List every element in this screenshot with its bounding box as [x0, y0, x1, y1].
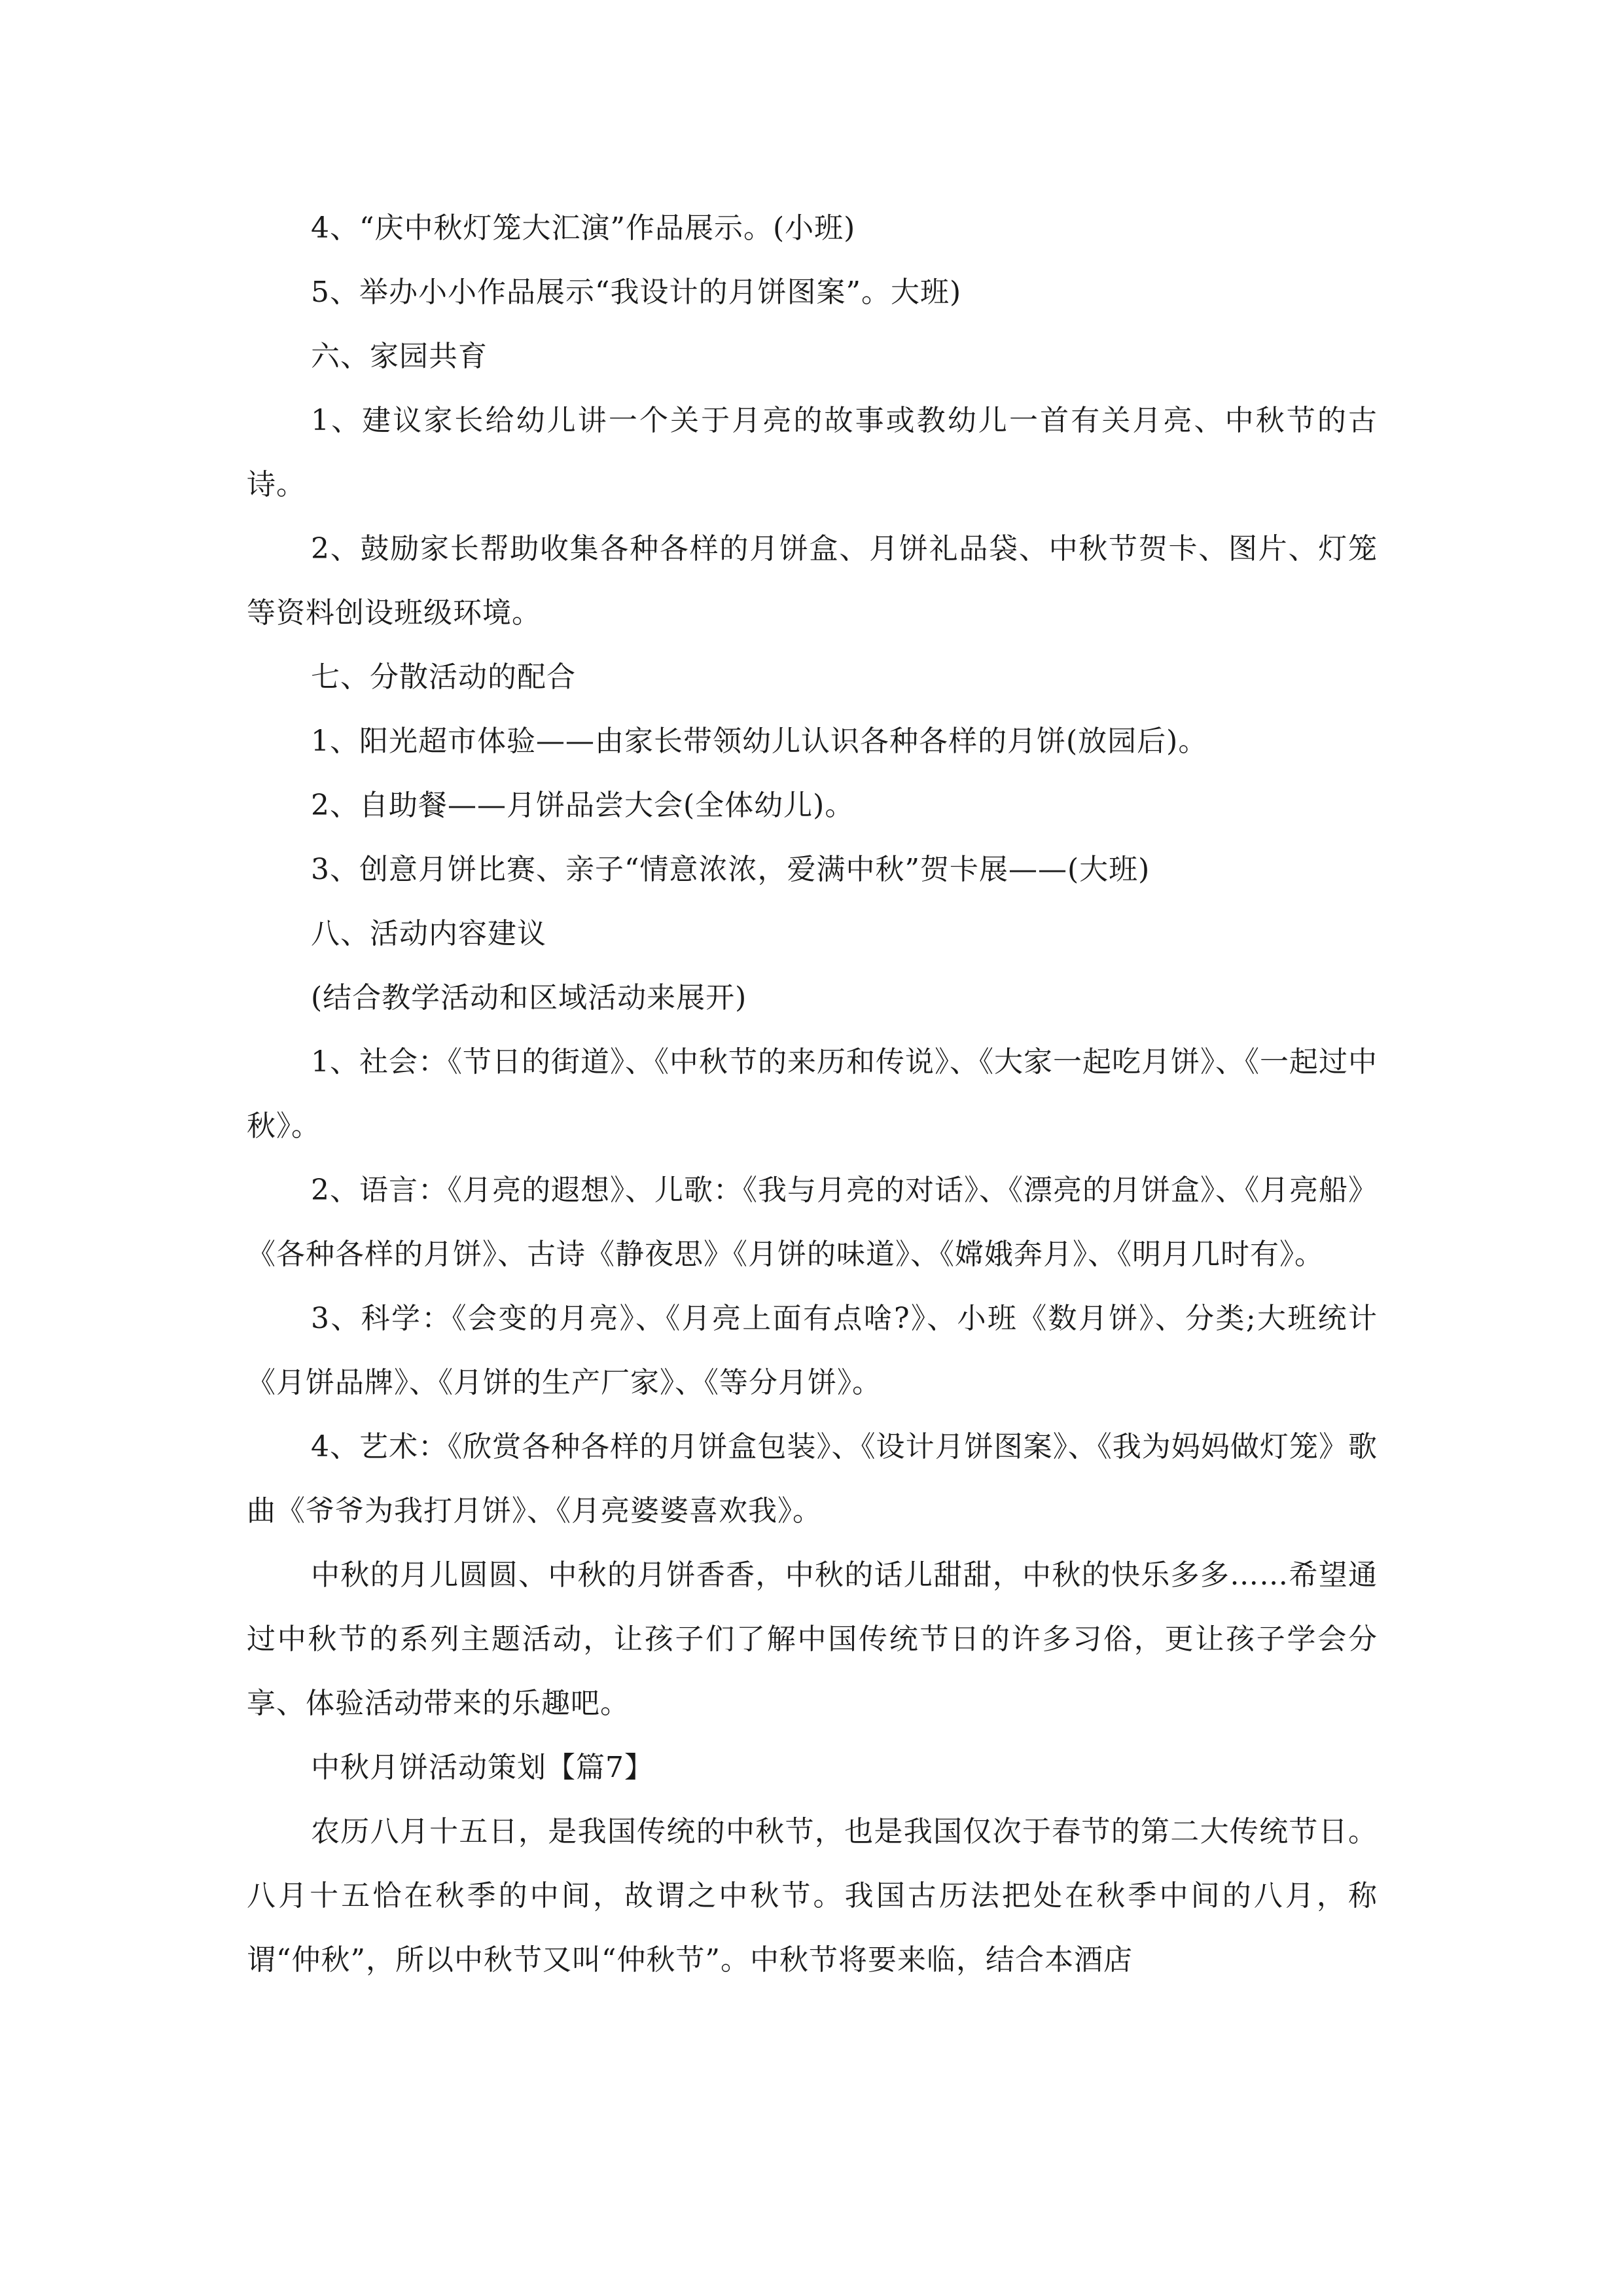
paragraph: 中秋的月儿圆圆、中秋的月饼香香，中秋的话儿甜甜，中秋的快乐多多……希望通过中秋节的系列主题活动，让孩子们了解中国传统节日的许多习俗，更让孩子学会分享、体验活动带来的乐趣吧。 [247, 1558, 1378, 1720]
section-heading: 六、家园共育 [311, 340, 488, 373]
paragraph: 1、建议家长给幼儿讲一个关于月亮的故事或教幼儿一首有关月亮、中秋节的古诗。 [247, 404, 1378, 501]
document-body [247, 196, 1378, 1992]
paragraph: 2、鼓励家长帮助收集各种各样的月饼盒、月饼礼品袋、中秋节贺卡、图片、灯笼等资料创设班级环境。 [247, 532, 1378, 630]
article-title: 中秋月饼活动策划【篇7】 [311, 1751, 654, 1784]
paragraph: 4、“庆中秋灯笼大汇演”作品展示。(小班) [311, 211, 856, 245]
paragraph: 1、社会：《节日的街道》、《中秋节的来历和传说》、《大家一起吃月饼》、《一起过中秋》。 [247, 1045, 1378, 1143]
paragraph: 2、自助餐——月饼品尝大会(全体幼儿)。 [311, 789, 855, 822]
section-heading: 七、分散活动的配合 [311, 660, 576, 694]
paragraph: 2、语言：《月亮的遐想》、儿歌：《我与月亮的对话》、《漂亮的月饼盒》、《月亮船》《各种各样的月饼》、古诗《静夜思》《月饼的味道》、《嫦娥奔月》、《明月几时有》。 [247, 1174, 1378, 1271]
section-heading: 八、活动内容建议 [311, 917, 546, 950]
paragraph: 3、科学：《会变的月亮》、《月亮上面有点啥?》、小班《数月饼》、分类;大班统计《月饼品牌》、《月饼的生产厂家》、《等分月饼》。 [247, 1302, 1378, 1399]
paragraph: 5、举办小小作品展示“我设计的月饼图案”。大班) [311, 276, 962, 309]
paragraph: 1、阳光超市体验——由家长带领幼儿认识各种各样的月饼(放园后)。 [311, 725, 1208, 758]
paragraph: 3、创意月饼比赛、亲子“情意浓浓，爱满中秋”贺卡展——(大班) [311, 853, 1150, 886]
paragraph: 4、艺术：《欣赏各种各样的月饼盒包装》、《设计月饼图案》、《我为妈妈做灯笼》歌曲《爷爷为我打月饼》、《月亮婆婆喜欢我》。 [247, 1430, 1378, 1528]
paragraph: 农历八月十五日，是我国传统的中秋节，也是我国仅次于春节的第二大传统节日。八月十五恰在秋季的中间，故谓之中秋节。我国古历法把处在秋季中间的八月，称谓“仲秋”，所以中秋节又叫“仲秋节”。中秋节将要来临，结合本酒店 [247, 1815, 1378, 1977]
paragraph: (结合教学活动和区域活动来展开) [311, 981, 747, 1014]
